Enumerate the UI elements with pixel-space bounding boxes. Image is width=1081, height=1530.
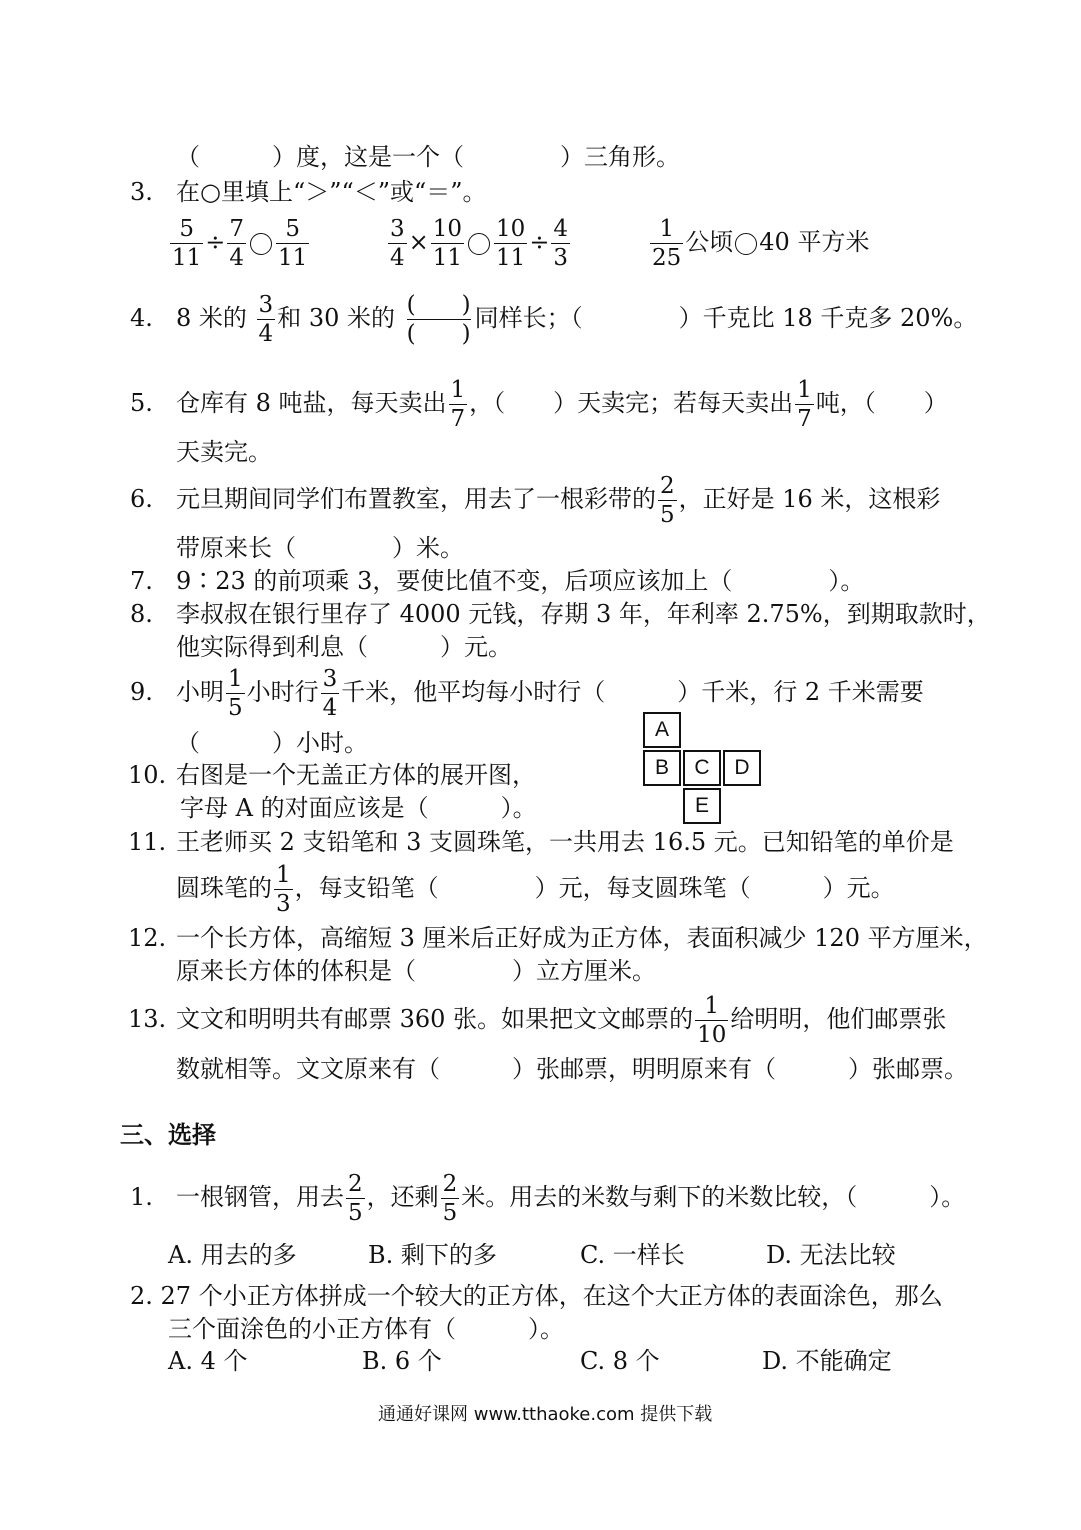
numerator: 4 — [553, 216, 569, 242]
denominator: 25 — [652, 245, 682, 271]
c2-option-d[interactable]: D. 不能确定 — [762, 1347, 892, 1375]
c2-option-a[interactable]: A. 4 个 — [168, 1347, 248, 1375]
numerator: 3 — [390, 216, 405, 242]
text: ，（ ）天卖完；若每天卖出 — [469, 389, 794, 417]
fraction — [650, 217, 683, 270]
q9-number: 9. — [130, 678, 153, 706]
q12-text-cont: 原来长方体的体积是（ ）立方厘米。 — [176, 957, 656, 985]
net-face-d: D — [723, 750, 761, 786]
fraction — [658, 474, 677, 527]
text: 千米，他平均每小时行（ ）千米，行 2 千米需要 — [341, 678, 924, 706]
blank-fraction[interactable] — [405, 293, 473, 346]
text: 和 30 米的 — [277, 304, 395, 332]
fraction — [321, 667, 340, 720]
c1-option-c[interactable]: C. 一样长 — [580, 1241, 685, 1269]
q12-number: 12. — [128, 924, 167, 952]
q8-number: 8. — [130, 600, 153, 628]
denominator: 11 — [496, 245, 526, 271]
q11-number: 11. — [128, 828, 167, 856]
fraction — [226, 667, 245, 720]
fraction — [551, 217, 570, 270]
fraction — [170, 217, 203, 270]
q6-number: 6. — [130, 485, 153, 513]
denominator: 5 — [228, 695, 243, 721]
fraction — [431, 217, 464, 270]
numerator: 5 — [179, 216, 194, 242]
text: ，正好是 16 米，这根彩 — [678, 485, 941, 513]
q7-text: 9∶23 的前项乘 3，要使比值不变，后项应该加上（ ）。 — [176, 567, 865, 595]
numerator: 5 — [285, 216, 300, 242]
numerator: 1 — [704, 993, 720, 1019]
q2-continuation: （ ）度，这是一个（ ）三角形。 — [176, 143, 680, 171]
unit-text: 40 平方米 — [759, 228, 870, 256]
denominator: ( ) — [406, 321, 471, 347]
q13-text-cont: 数就相等。文文原来有（ ）张邮票，明明原来有（ ）张邮票。 — [176, 1055, 968, 1083]
denominator: 11 — [278, 245, 308, 271]
text: 米。用去的米数与剩下的米数比较，（ ）。 — [461, 1183, 966, 1211]
c1-option-b[interactable]: B. 剩下的多 — [368, 1241, 497, 1269]
numerator: 1 — [659, 216, 674, 242]
q10-text-cont: 字母 A 的对面应该是（ ）。 — [180, 794, 537, 822]
text: 小时行 — [246, 678, 319, 706]
q11-text-cont — [176, 858, 895, 918]
text: 仓库有 8 吨盐，每天卖出 — [176, 389, 447, 417]
net-face-b: B — [643, 750, 681, 786]
text: 8 米的 — [176, 304, 247, 332]
fraction — [276, 217, 309, 270]
q10-number: 10. — [128, 761, 167, 789]
text: 吨，（ ） — [815, 389, 948, 417]
denominator: 5 — [348, 1200, 363, 1226]
numerator: 10 — [432, 216, 463, 242]
c1-option-a[interactable]: A. 用去的多 — [168, 1241, 297, 1269]
answer-circle[interactable] — [250, 233, 272, 255]
times-sign: × — [408, 228, 429, 256]
numerator: 1 — [797, 377, 812, 403]
q6-text-cont: 带原来长（ ）米。 — [176, 534, 464, 562]
fraction — [227, 217, 246, 270]
q7-number: 7. — [130, 567, 153, 595]
numerator: 7 — [229, 216, 245, 242]
fraction — [257, 293, 276, 346]
footer-credit: 通通好课网 www.tthaoke.com 提供下载 — [378, 1404, 713, 1425]
numerator: 1 — [450, 377, 466, 403]
text: 圆珠笔的 — [176, 874, 272, 902]
numerator: 2 — [660, 473, 675, 499]
q3-compare-c — [648, 212, 869, 272]
q4-number: 4. — [130, 304, 153, 332]
denominator: 4 — [229, 245, 245, 271]
numerator: ( ) — [406, 292, 471, 318]
net-face-e: E — [683, 788, 721, 824]
text: 同样长；（ ）千克比 18 千克多 20%。 — [474, 304, 978, 332]
c1-text — [176, 1167, 965, 1227]
text: 一根钢管，用去 — [176, 1183, 344, 1211]
denominator: 5 — [660, 502, 675, 528]
denominator: 3 — [553, 245, 569, 271]
denominator: 4 — [322, 695, 338, 721]
denominator: 3 — [276, 891, 291, 917]
numerator: 1 — [228, 666, 243, 692]
numerator: 3 — [322, 666, 338, 692]
fraction — [274, 863, 293, 916]
c2-text-cont: 三个面涂色的小正方体有（ ）。 — [168, 1315, 564, 1343]
text: 小明 — [176, 678, 224, 706]
q5-number: 5. — [130, 389, 153, 417]
text: ，每支铅笔（ ）元，每支圆珠笔（ ）元。 — [294, 874, 895, 902]
q6-text — [176, 469, 940, 529]
unit-text: 公顷 — [685, 228, 734, 256]
q9-text — [176, 662, 924, 722]
fraction — [449, 378, 468, 431]
fraction — [695, 994, 728, 1047]
numerator: 2 — [442, 1171, 458, 1197]
text: 元旦期间同学们布置教室，用去了一根彩带的 — [176, 485, 656, 513]
c2-option-b[interactable]: B. 6 个 — [362, 1347, 442, 1375]
q3-number: 3. — [130, 178, 153, 206]
q3-compare-a — [168, 212, 311, 272]
q3-compare-b — [386, 212, 572, 272]
net-face-c: C — [683, 750, 721, 786]
numerator: 3 — [258, 292, 274, 318]
text: 文文和明明共有邮票 360 张。如果把文文邮票的 — [176, 1005, 694, 1033]
q9-text-cont: （ ）小时。 — [176, 729, 368, 757]
q10-text: 右图是一个无盖正方体的展开图， — [176, 761, 536, 789]
text: 给明明，他们邮票张 — [730, 1005, 947, 1033]
c2-text: 2. 27 个小正方体拼成一个较大的正方体，在这个大正方体的表面涂色，那么 — [130, 1282, 943, 1310]
q13-number: 13. — [128, 1005, 167, 1033]
denominator: 11 — [172, 245, 202, 271]
denominator: 7 — [797, 406, 812, 432]
answer-circle[interactable] — [735, 233, 757, 255]
q5-text — [176, 373, 948, 433]
answer-circle[interactable] — [468, 233, 490, 255]
q11-text: 王老师买 2 支铅笔和 3 支圆珠笔，一共用去 16.5 元。已知铅笔的单价是 — [176, 828, 954, 856]
divide-sign: ÷ — [529, 228, 550, 256]
fraction — [494, 217, 527, 270]
numerator: 1 — [276, 862, 291, 888]
numerator: 10 — [496, 216, 526, 242]
text: ，还剩 — [366, 1183, 439, 1211]
denominator: 11 — [432, 245, 463, 271]
numerator: 2 — [348, 1171, 363, 1197]
net-face-a: A — [643, 712, 681, 748]
q12-text: 一个长方体，高缩短 3 厘米后正好成为正方体，表面积减少 120 平方厘米， — [176, 924, 988, 952]
fraction — [441, 1172, 460, 1225]
q13-text — [176, 989, 946, 1049]
denominator: 7 — [450, 406, 466, 432]
q8-text-cont: 他实际得到利息（ ）元。 — [176, 633, 512, 661]
cube-net-diagram — [643, 712, 763, 824]
c2-option-c[interactable]: C. 8 个 — [580, 1347, 660, 1375]
denominator: 4 — [390, 245, 405, 271]
q5-text-cont: 天卖完。 — [176, 438, 272, 466]
fraction — [388, 217, 407, 270]
section-title: 三、选择 — [120, 1121, 216, 1149]
q3-text: 在○里填上“＞”“＜”或“＝”。 — [176, 178, 487, 206]
c1-number: 1. — [130, 1183, 153, 1211]
denominator: 10 — [697, 1022, 727, 1048]
denominator: 4 — [258, 321, 274, 347]
q8-text: 李叔叔在银行里存了 4000 元钱，存期 3 年，年利率 2.75%，到期取款时， — [176, 600, 991, 628]
divide-sign: ÷ — [205, 228, 226, 256]
fraction — [795, 378, 814, 431]
c1-option-d[interactable]: D. 无法比较 — [766, 1241, 896, 1269]
fraction — [346, 1172, 365, 1225]
denominator: 5 — [442, 1200, 458, 1226]
q4-text — [176, 288, 977, 348]
